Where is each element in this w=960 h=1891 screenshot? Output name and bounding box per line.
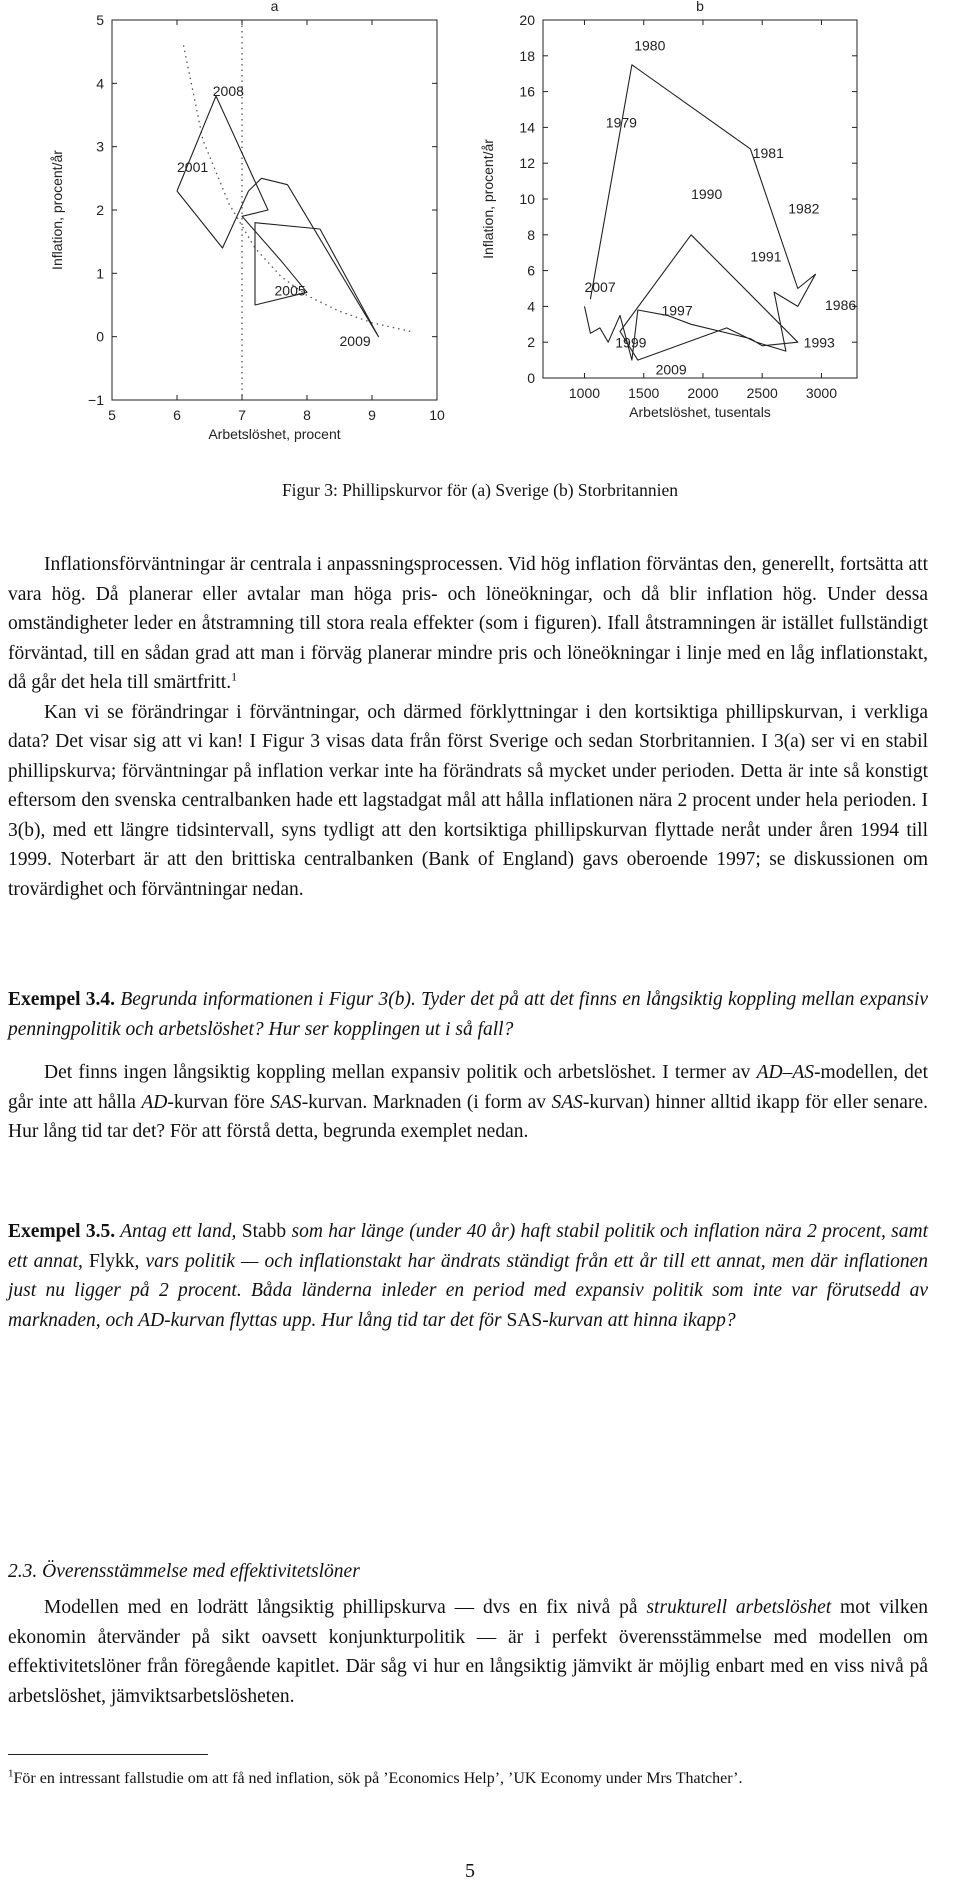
y-tick-label: 4 <box>96 75 104 92</box>
year-annotation: 1997 <box>661 302 693 319</box>
y-tick-label: 0 <box>96 328 104 345</box>
year-annotation: 1999 <box>615 334 647 351</box>
year-annotation: 1986 <box>825 296 857 313</box>
y-tick-label: 3 <box>96 138 104 155</box>
y-tick-label: 2 <box>96 202 104 218</box>
paragraph-2: Kan vi se förändringar i förväntningar, och därmed förklyttningar i den kortsiktiga phillipskurvan, i verkliga data? Det visar sig att vi kan! I Figur 3 visas data från först Sverige och sedan Storbritannien. I 3(a) ser vi en stabil phillipskurva; förväntningar på inflation verkar inte ha förändrats så mycket under perioden. Detta är inte så konstigt eftersom den svenska centralbanken hade ett lagstadgat mål att hålla inflationen nära 2 procent under hela perioden. I 3(b), med ett längre tidsintervall, syns tydligt att den kortsiktiga phillipskurvan flyttade neråt under åren 1994 till 1999. Noterbart är att den brittiska centralbanken (Bank of England) gavs oberoende 1997; se diskussionen om trovärdighet och förväntningar nedan. <box>8 701 928 900</box>
section-text-2: mot vilken ekonomin återvänder på sikt oavsett konjunkturpolitik — är i perfekt överensstämmelse med modellen om effektivitetslöner från föregående kapitlet. Där såg vi hur en långsiktig jämvikt är möjlig enbart med en viss nivå på arbetslöshet, jämviktsarbetslösheten. <box>8 1597 928 1707</box>
year-annotation: 2007 <box>584 279 616 296</box>
answer-text-4: -kurvan. Marknaden (i form av <box>301 1091 552 1113</box>
year-annotation: 1980 <box>634 37 666 54</box>
answer-text-5: -kurvan) hinner alltid ikapp för eller senare. Hur lång tid tar det? För att förstå detta, begrunda exemplet nedan. <box>8 1091 928 1142</box>
x-tick-label: 3000 <box>805 385 838 401</box>
example-3-5-label: Exempel 3.5. <box>8 1221 116 1242</box>
term-sas: SAS <box>270 1091 302 1113</box>
ex35-text-3: , vars politik — och inflationstakt har ändrats ständigt från ett år till ett annat, men där inflationen just nu ligger på 2 procent. Båda länderna inleder en period med expansiv politik som inte var förutsedd av marknaden, och AD-kurvan flyttas upp. Hur lång tid tar det för <box>8 1250 928 1331</box>
x-tick-label: 1500 <box>628 385 660 401</box>
x-axis-label: Arbetslöshet, tusentals <box>629 404 771 420</box>
footnote-number: 1 <box>8 1767 14 1780</box>
country-stabb: Stabb <box>241 1221 287 1242</box>
ex35-text-1: Antag ett land, <box>120 1221 237 1242</box>
year-annotation: 2009 <box>339 333 371 350</box>
year-annotation: 1991 <box>750 248 782 265</box>
paragraph-1 <box>8 550 928 698</box>
y-axis-label: Inflation, procent/år <box>49 150 65 270</box>
footnote-marker[interactable]: 1 <box>231 669 238 684</box>
paragraph-1-text: Inflationsförväntningar är centrala i anpassningsprocessen. Vid hög inflation förväntas den, generellt, fortsätta att vara hög. Då planerar eller avtalar man höga pris- och löneökningar, och då blir inflation hög. Under dessa omständigheter leder en åtstramning till stora reala effekter (som i figuren). Ifall åtstramningen är istället fullständigt förväntad, till en sådan grad att man i förväg planerar mindre pris och löneökningar i linje med en låg inflationstakt, då går det hela till smärtfritt. <box>8 554 928 693</box>
y-tick-label: 4 <box>527 298 535 315</box>
panel-label: a <box>270 0 279 14</box>
example-3-4-question-text: Begrunda informationen i Figur 3(b). Tyder det på att det finns en långsiktig koppling mellan expansiv penningpolitik och arbetslöshet? Hur ser kopplingen ut i så fall? <box>8 989 929 1040</box>
term-sas-3: SAS <box>506 1309 543 1331</box>
y-tick-label: 12 <box>519 155 535 172</box>
series-line-0 <box>177 96 379 337</box>
page-number: 5 <box>465 1860 475 1882</box>
y-tick-label: 8 <box>527 226 535 243</box>
example-3-4-question <box>8 985 928 1044</box>
y-tick-label: 0 <box>527 370 535 386</box>
y-tick-label: 5 <box>96 12 104 28</box>
x-tick-label: 7 <box>238 407 246 423</box>
ex35-text-2: som har länge (under 40 år) haft stabil politik och inflation nära 2 procent, samt ett annat, <box>8 1221 929 1272</box>
chart-b-svg <box>480 0 960 440</box>
y-tick-label: 1 <box>96 265 104 282</box>
ex35-text-4: -kurvan att hinna ikapp? <box>542 1309 736 1331</box>
panel-label: b <box>696 0 704 14</box>
year-annotation: 2005 <box>274 282 306 299</box>
example-3-5 <box>8 1217 928 1335</box>
answer-text-1: Det finns ingen långsiktig koppling mellan expansiv politik och arbetslöshet. I termer av <box>44 1062 757 1083</box>
country-flykk: Flykk <box>88 1250 135 1272</box>
term-sas-2: SAS <box>551 1091 583 1113</box>
footnote <box>8 1768 938 1790</box>
y-tick-label: 10 <box>519 191 535 207</box>
footnote-rule <box>8 1754 208 1755</box>
example-3-4-label: Exempel 3.4. <box>8 989 116 1010</box>
footnote-text: För en intressant fallstudie om att få ned inflation, sök på ’Economics Help’, ’UK Economy under Mrs Thatcher’. <box>13 1770 743 1787</box>
body-paragraphs <box>8 550 928 904</box>
figure-caption: Figur 3: Phillipskurvor för (a) Sverige (b) Storbritannien <box>281 480 679 500</box>
chart-a-svg <box>0 0 470 440</box>
plot-frame <box>112 20 437 400</box>
y-tick-label: 20 <box>519 12 535 28</box>
x-tick-label: 2000 <box>687 385 719 401</box>
x-tick-label: 2500 <box>746 385 778 401</box>
year-annotation: 1979 <box>605 114 637 131</box>
year-annotation: 2009 <box>655 361 687 378</box>
y-tick-label: 16 <box>519 83 535 100</box>
section-2-3-body <box>8 1593 928 1711</box>
y-tick-label: 6 <box>527 262 535 279</box>
year-annotation: 2008 <box>212 83 244 99</box>
chart-a-sweden <box>0 0 470 440</box>
x-axis-label: Arbetslöshet, procent <box>208 426 341 442</box>
y-tick-label: −1 <box>88 392 104 408</box>
example-3-5-text <box>8 1217 928 1335</box>
term-ad-as: AD–AS <box>756 1062 815 1083</box>
year-annotation: 1981 <box>752 144 784 161</box>
series-line-0 <box>585 65 816 360</box>
x-tick-label: 5 <box>108 407 116 423</box>
x-tick-label: 9 <box>368 407 376 423</box>
x-tick-label: 1000 <box>568 385 601 401</box>
y-tick-label: 2 <box>527 334 535 351</box>
year-annotation: 1993 <box>803 334 835 351</box>
x-tick-label: 8 <box>303 407 311 423</box>
year-annotation: 2001 <box>177 159 209 175</box>
x-tick-label: 6 <box>173 407 181 423</box>
term-ad: AD <box>141 1091 168 1113</box>
y-axis-label: Inflation, procent/år <box>480 139 496 259</box>
section-text-1: Modellen med en lodrätt långsiktig phillipskurva — dvs en fix nivå på <box>44 1597 647 1618</box>
y-tick-label: 14 <box>519 119 535 136</box>
year-annotation: 1990 <box>691 186 723 202</box>
section-term: strukturell arbetslöshet <box>646 1597 832 1618</box>
x-tick-label: 10 <box>429 407 445 423</box>
answer-text-3: -kurvan före <box>167 1091 271 1113</box>
figure-3 <box>0 0 960 440</box>
example-3-4 <box>8 985 928 1147</box>
year-annotation: 1982 <box>788 200 820 217</box>
chart-b-uk <box>480 0 960 440</box>
section-paragraph <box>8 1593 928 1711</box>
y-tick-label: 18 <box>519 47 535 64</box>
section-heading: 2.3. Överensstämmelse med effektivitetslöner <box>8 1561 360 1582</box>
example-3-4-answer <box>8 1058 928 1147</box>
answer-text-2: -modellen, det går inte att hålla <box>8 1062 928 1113</box>
